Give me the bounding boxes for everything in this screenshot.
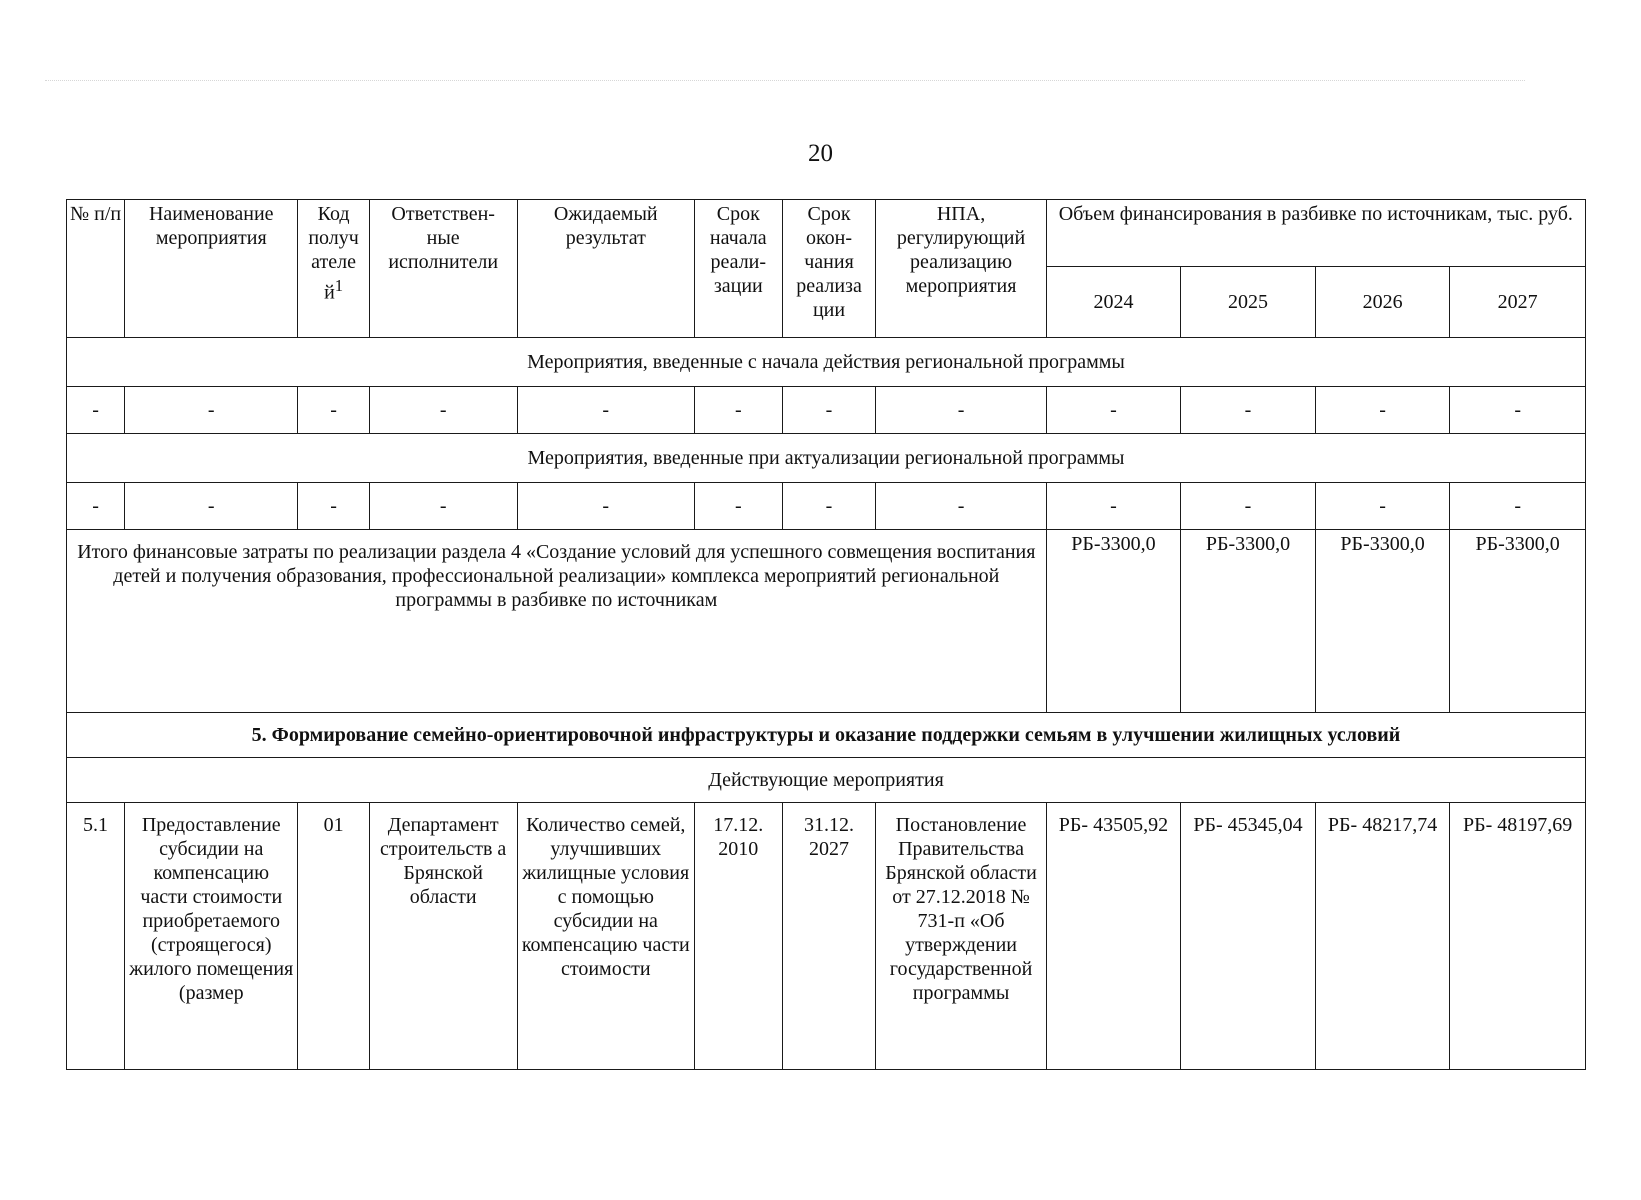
section-row	[67, 434, 1586, 483]
empty-cell: -	[876, 483, 1046, 530]
empty-cell: -	[369, 483, 517, 530]
header-code: Код получ ателе $й^1$	[298, 200, 369, 338]
empty-cell: -	[1181, 387, 1316, 434]
empty-cell: -	[1450, 387, 1586, 434]
empty-cell: -	[125, 387, 298, 434]
empty-cell: -	[694, 483, 782, 530]
header-end: Срок окон- чания реализа ции	[782, 200, 876, 338]
entry-responsible: Департамент строительств а Брянской области	[369, 803, 517, 1070]
section-title-updated: Мероприятия, введенные при актуализации региональной программы	[67, 434, 1586, 483]
entry-npa: Постановление Правительства Брянской области от 27.12.2018 № 731-п «Об утверждении государственной программы	[876, 803, 1046, 1070]
empty-cell: -	[1315, 387, 1450, 434]
header-num: № п/п	[67, 200, 125, 338]
total-label: Итого финансовые затраты по реализации раздела 4 «Создание условий для успешного совмещения воспитания детей и получения образования, профессиональной реализации» комплекса мероприятий региональной программы в разбивке по источникам	[67, 530, 1047, 713]
empty-cell: -	[782, 483, 876, 530]
section-heading-row	[67, 713, 1586, 758]
total-value: РБ-3300,0	[1450, 530, 1586, 713]
empty-cell: -	[1315, 483, 1450, 530]
empty-cell: -	[1046, 387, 1181, 434]
header-year: 2026	[1315, 267, 1450, 338]
empty-cell: -	[876, 387, 1046, 434]
total-row	[67, 530, 1586, 713]
active-measures-title: Действующие мероприятия	[67, 758, 1586, 803]
entry-start: 17.12. 2010	[694, 803, 782, 1070]
section-5-title: 5. Формирование семейно-ориентировочной инфраструктуры и оказание поддержки семьям в улучшении жилищных условий	[67, 713, 1586, 758]
empty-row	[67, 483, 1586, 530]
empty-cell: -	[517, 483, 694, 530]
page-number: 20	[808, 140, 833, 167]
empty-cell: -	[1450, 483, 1586, 530]
total-value: РБ-3300,0	[1181, 530, 1316, 713]
header-responsible: Ответствен- ные исполнители	[369, 200, 517, 338]
empty-cell: -	[1181, 483, 1316, 530]
header-npa: НПА, регулирующий реализацию мероприятия	[876, 200, 1046, 338]
header-year: 2025	[1181, 267, 1316, 338]
empty-cell: -	[298, 483, 369, 530]
entry-end: 31.12. 2027	[782, 803, 876, 1070]
entry-num: 5.1	[67, 803, 125, 1070]
section-row	[67, 338, 1586, 387]
header-year: 2027	[1450, 267, 1586, 338]
empty-cell: -	[298, 387, 369, 434]
entry-name: Предоставление субсидии на компенсацию части стоимости приобретаемого (строящегося) жилого помещения (размер	[125, 803, 298, 1070]
table-row	[67, 803, 1586, 1070]
empty-cell: -	[694, 387, 782, 434]
empty-cell: -	[369, 387, 517, 434]
entry-value: РБ- 45345,04	[1181, 803, 1316, 1070]
header-result: Ожидаемый результат	[517, 200, 694, 338]
header-start: Срок начала реали- зации	[694, 200, 782, 338]
program-table	[66, 199, 1586, 1070]
empty-cell: -	[782, 387, 876, 434]
entry-value: РБ- 43505,92	[1046, 803, 1181, 1070]
section-title-initial: Мероприятия, введенные с начала действия региональной программы	[67, 338, 1586, 387]
entry-value: РБ- 48197,69	[1450, 803, 1586, 1070]
entry-result: Количество семей, улучшивших жилищные условия с помощью субсидии на компенсацию части стоимости	[517, 803, 694, 1070]
empty-row	[67, 387, 1586, 434]
header-name: Наименование мероприятия	[125, 200, 298, 338]
header-year: 2024	[1046, 267, 1181, 338]
empty-cell: -	[67, 483, 125, 530]
header-code-footnote: 1	[334, 276, 344, 295]
empty-cell: -	[1046, 483, 1181, 530]
header-funding: Объем финансирования в разбивке по источникам, тыс. руб.	[1046, 200, 1585, 267]
empty-cell: -	[67, 387, 125, 434]
total-value: РБ-3300,0	[1046, 530, 1181, 713]
total-value: РБ-3300,0	[1315, 530, 1450, 713]
entry-value: РБ- 48217,74	[1315, 803, 1450, 1070]
subsection-row	[67, 758, 1586, 803]
header-row	[67, 200, 1586, 267]
scan-artifact-line	[45, 80, 1525, 82]
empty-cell: -	[125, 483, 298, 530]
empty-cell: -	[517, 387, 694, 434]
entry-code: 01	[298, 803, 369, 1070]
